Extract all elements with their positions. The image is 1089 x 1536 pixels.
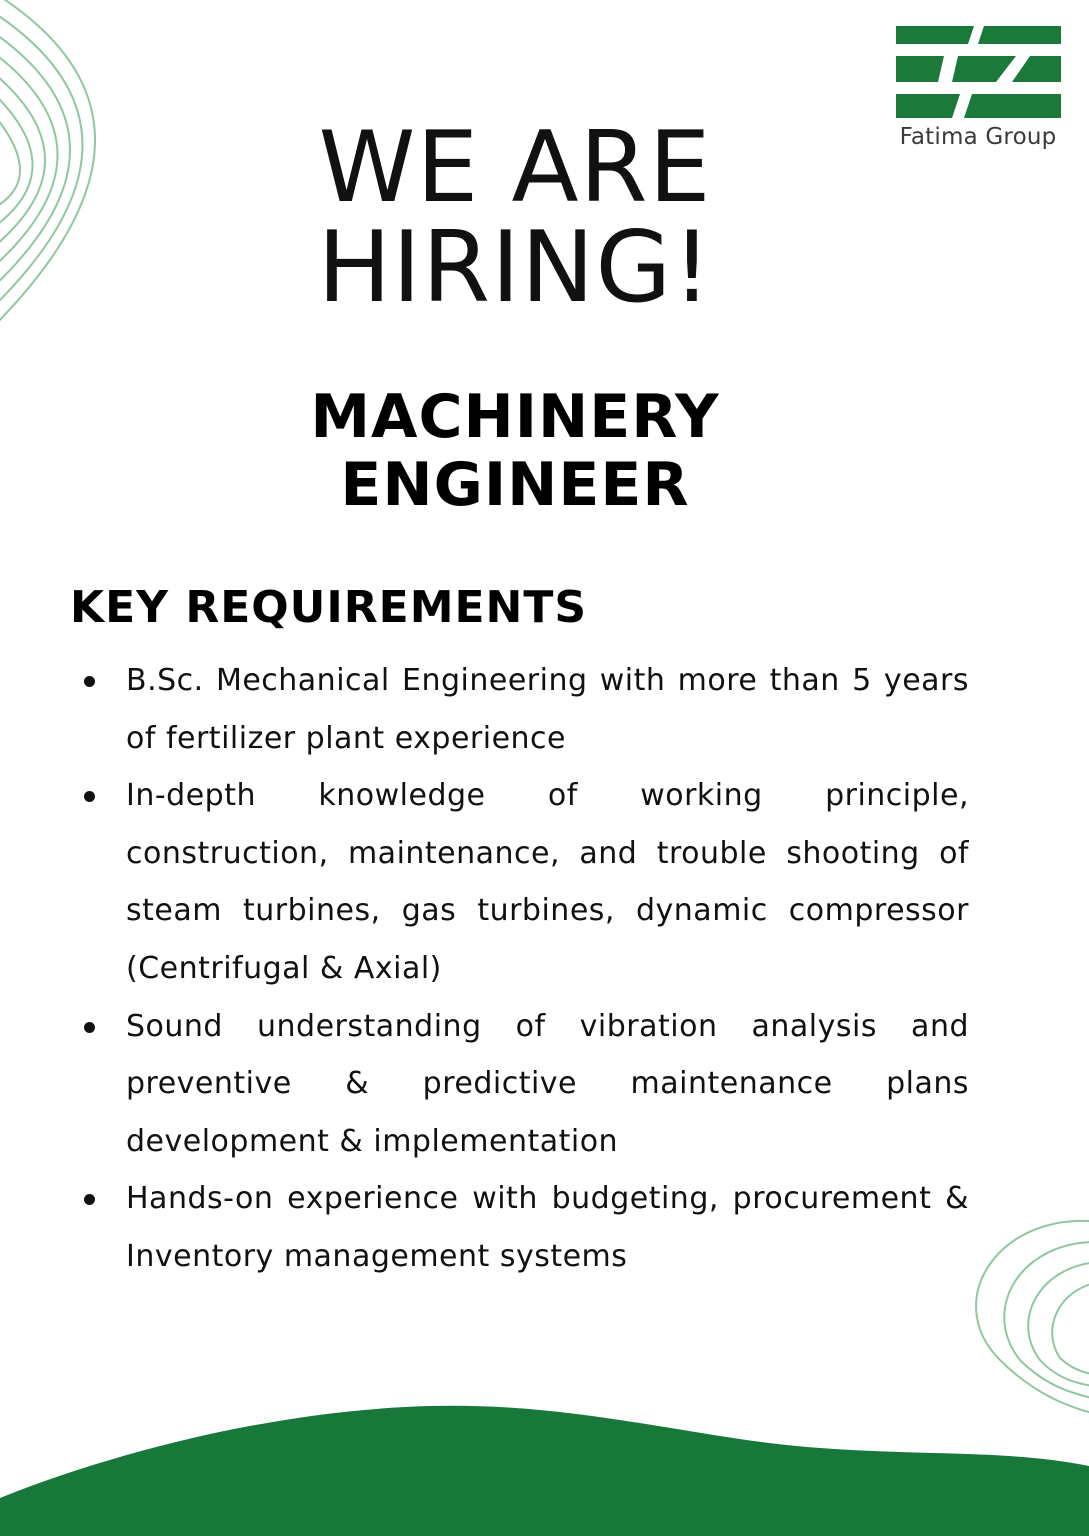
requirement-text: Hands-on experience with budgeting, procurement & Inventory management systems (126, 1181, 969, 1274)
headline-line-1: WE ARE (318, 111, 712, 225)
bullet-icon (84, 676, 95, 687)
requirement-item (126, 998, 969, 1171)
bullet-icon (84, 1194, 95, 1205)
requirement-text: In-depth knowledge of working principle, construction, maintenance, and trouble shooting of steam turbines, gas turbines, dynamic compressor (Centrifugal & Axial) (126, 778, 969, 986)
job-title (250, 383, 780, 519)
requirement-item (126, 652, 969, 767)
requirement-text: Sound understanding of vibration analysis and preventive & predictive maintenance plans development & implementation (126, 1008, 969, 1159)
requirements-heading: KEY REQUIREMENTS (70, 582, 588, 633)
requirements-list (126, 652, 969, 1286)
bullet-icon (84, 791, 95, 802)
bottom-green-wave (0, 1390, 1089, 1536)
decorative-arcs-bottom-right (960, 1210, 1089, 1430)
logo-text: Fatima Group (899, 124, 1057, 150)
headline-line-2: HIRING! (317, 211, 713, 325)
requirement-text: B.Sc. Mechanical Engineering with more than 5 years of fertilizer plant experience (126, 663, 969, 756)
fatima-group-logo (880, 26, 1076, 156)
fatima-group-logo-icon (896, 26, 1061, 118)
job-title-line-1: MACHINERY (310, 382, 720, 452)
hiring-headline (260, 111, 770, 325)
bullet-icon (84, 1022, 95, 1033)
requirement-item (126, 767, 969, 997)
job-title-line-2: ENGINEER (340, 450, 690, 520)
decorative-arcs-top-left (0, 0, 140, 340)
requirement-item (126, 1170, 969, 1285)
